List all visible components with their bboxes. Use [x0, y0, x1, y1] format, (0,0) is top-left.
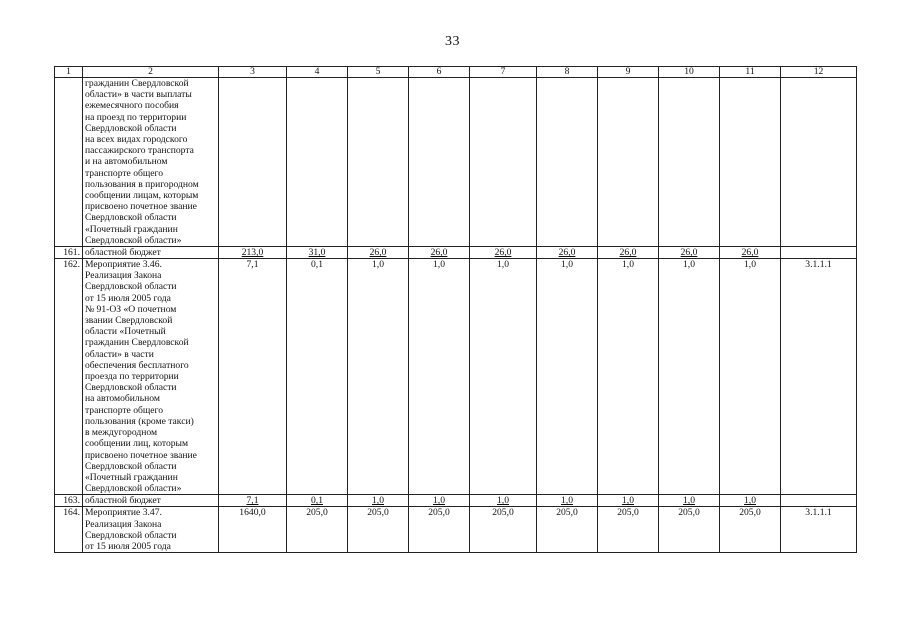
value-cell: 205,0: [470, 507, 537, 553]
column-number: 1: [55, 67, 83, 78]
row-description: гражданин Свердловской области» в части выплаты ежемесячного пособия на проезд по территории Свердловской области на всех видах городского пассажирского транспорта и на автомобильном транспорте общего пользования в пригородном сообщении лицам, которым присвоено почетное звание Свердловской области «Почетный гражданин Свердловской области»: [83, 78, 219, 247]
value-cell: 1,0: [348, 495, 409, 507]
value-cell: 1640,0: [219, 507, 287, 553]
value-cell: [720, 78, 781, 247]
code-cell: [781, 247, 857, 259]
code-cell: [781, 495, 857, 507]
value-cell: 1,0: [470, 495, 537, 507]
value-cell: 205,0: [659, 507, 720, 553]
column-number: 3: [219, 67, 287, 78]
row-number: 164.: [55, 507, 83, 553]
column-number: 11: [720, 67, 781, 78]
row-description: областной бюджет: [83, 495, 219, 507]
code-cell: 3.1.1.1: [781, 507, 857, 553]
value-cell: 26,0: [720, 247, 781, 259]
value-cell: [659, 78, 720, 247]
row-number: 161.: [55, 247, 83, 259]
value-cell: 1,0: [720, 495, 781, 507]
column-number: 6: [409, 67, 470, 78]
value-cell: 205,0: [287, 507, 348, 553]
value-cell: 205,0: [598, 507, 659, 553]
row-number: 162.: [55, 259, 83, 495]
row-description: областной бюджет: [83, 247, 219, 259]
table-row: [55, 495, 857, 507]
column-number: 4: [287, 67, 348, 78]
value-cell: 205,0: [348, 507, 409, 553]
value-cell: [287, 78, 348, 247]
value-cell: [470, 78, 537, 247]
column-number-row: [55, 67, 857, 78]
value-cell: 1,0: [537, 259, 598, 495]
value-cell: 213,0: [219, 247, 287, 259]
column-number: 8: [537, 67, 598, 78]
page-number: 33: [445, 34, 460, 49]
value-cell: 26,0: [598, 247, 659, 259]
value-cell: 205,0: [720, 507, 781, 553]
column-number: 7: [470, 67, 537, 78]
column-number: 5: [348, 67, 409, 78]
column-number: 2: [83, 67, 219, 78]
row-number: [55, 78, 83, 247]
value-cell: 1,0: [409, 259, 470, 495]
value-cell: 7,1: [219, 495, 287, 507]
table-row: [55, 247, 857, 259]
value-cell: 1,0: [537, 495, 598, 507]
value-cell: 26,0: [348, 247, 409, 259]
value-cell: [219, 78, 287, 247]
row-number: 163.: [55, 495, 83, 507]
value-cell: 26,0: [470, 247, 537, 259]
column-number: 12: [781, 67, 857, 78]
table-row: [55, 259, 857, 495]
value-cell: 1,0: [348, 259, 409, 495]
value-cell: [537, 78, 598, 247]
value-cell: 7,1: [219, 259, 287, 495]
column-number: 9: [598, 67, 659, 78]
value-cell: 1,0: [598, 259, 659, 495]
value-cell: 1,0: [470, 259, 537, 495]
row-description: Мероприятие 3.47. Реализация Закона Свердловской области от 15 июля 2005 года: [83, 507, 219, 553]
value-cell: [348, 78, 409, 247]
value-cell: 0,1: [287, 495, 348, 507]
budget-table: [54, 66, 857, 553]
column-number: 10: [659, 67, 720, 78]
value-cell: 205,0: [409, 507, 470, 553]
table-row: [55, 78, 857, 247]
value-cell: 1,0: [659, 495, 720, 507]
value-cell: 26,0: [659, 247, 720, 259]
value-cell: 1,0: [598, 495, 659, 507]
value-cell: [409, 78, 470, 247]
table-row: [55, 507, 857, 553]
value-cell: 1,0: [659, 259, 720, 495]
value-cell: [598, 78, 659, 247]
value-cell: 1,0: [720, 259, 781, 495]
value-cell: 0,1: [287, 259, 348, 495]
row-description: Мероприятие 3.46. Реализация Закона Свердловской области от 15 июля 2005 года № 91-ОЗ «О почетном звании Свердловской области «Почетный гражданин Свердловской области» в части обеспечения бесплатного проезда по территории Свердловской области на автомобильном транспорте общего пользования (кроме такси) в междугородном сообщении лиц, которым присвоено почетное звание Свердловской области «Почетный гражданин Свердловской области»: [83, 259, 219, 495]
value-cell: 26,0: [537, 247, 598, 259]
value-cell: 26,0: [409, 247, 470, 259]
value-cell: 1,0: [409, 495, 470, 507]
code-cell: 3.1.1.1: [781, 259, 857, 495]
value-cell: 205,0: [537, 507, 598, 553]
value-cell: 31,0: [287, 247, 348, 259]
code-cell: [781, 78, 857, 247]
